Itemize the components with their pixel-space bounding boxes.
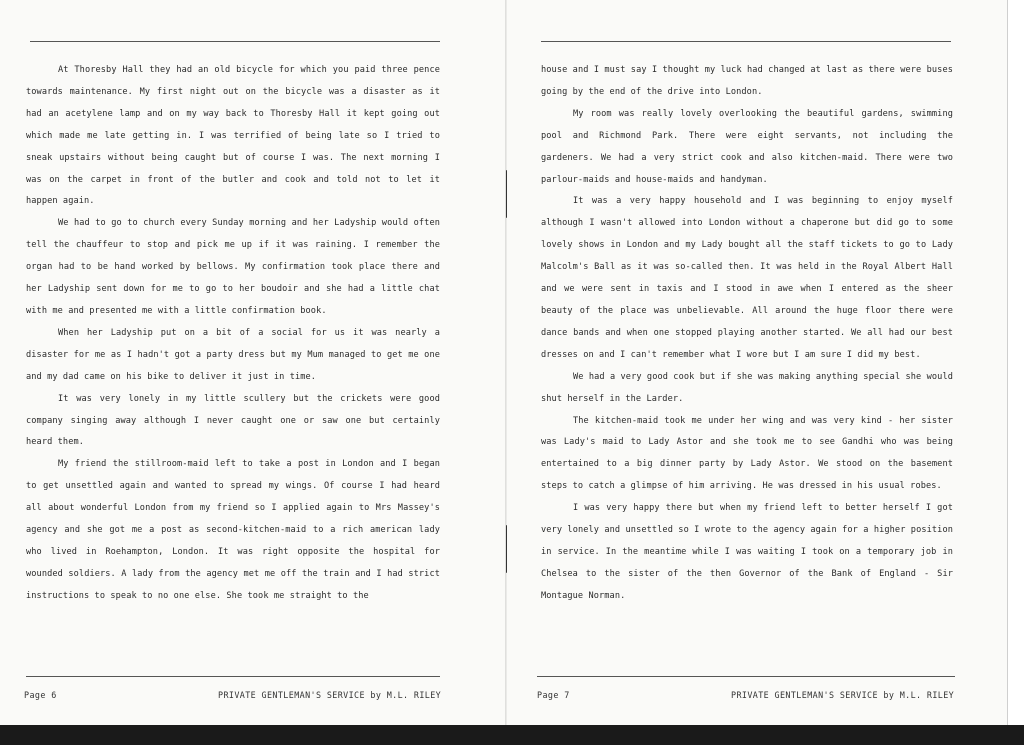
paragraph: My friend the stillroom-maid left to take a post in London and I began to get unsettled again and wanted to spread my wings. Of course I had heard all about wonderful London from my friend so I applied again to Mrs Massey's agency and she got me a post as second-kitchen-maid to a rich american lady who lived in Roehampton, London. It was right opposite the hospital for wounded soldiers. A lady from the agency met me off the train and I had strict instructions to speak to no one else. She took me straight to the xyxy=(26,459,440,601)
footer-rule xyxy=(537,676,955,677)
paragraph: My room was really lovely overlooking the beautiful gardens, swimming pool and Richmond Park. There were eight servants, not including the gardeners. We had a very strict cook and also kitchen-maid. There were two parlour-maids and house-maids and handyman. xyxy=(541,108,953,185)
footer-rule xyxy=(26,676,440,677)
running-footer-title: PRIVATE GENTLEMAN'S SERVICE by M.L. RILEY xyxy=(731,690,955,700)
running-footer-title: PRIVATE GENTLEMAN'S SERVICE by M.L. RILEY xyxy=(218,690,442,700)
paragraph: We had a very good cook but if she was making anything special she would shut herself in the Larder. xyxy=(541,371,953,404)
right-page-body xyxy=(541,60,953,608)
paragraph: The kitchen-maid took me under her wing and was very kind - her sister was Lady's maid to Lady Astor and she took me to see Gandhi who was being entertained to a big dinner party by Lady Astor. We stood on the basement steps to catch a glimpse of him arriving. He was dressed in his usual robes. xyxy=(541,415,953,492)
page-edge xyxy=(1007,0,1024,725)
paragraph: house and I must say I thought my luck had changed at last as there were buses going by the end of the drive into London. xyxy=(541,65,953,97)
header-rule xyxy=(30,41,440,42)
paragraph: When her Ladyship put on a bit of a social for us it was nearly a disaster for me as I hadn't got a party dress but my Mum managed to get me one and my dad came on his bike to deliver it just in time. xyxy=(26,327,440,382)
header-rule xyxy=(541,41,951,42)
left-page xyxy=(0,0,506,725)
page-number: Page 6 xyxy=(24,690,57,700)
right-page xyxy=(507,0,1007,725)
paragraph: I was very happy there but when my friend left to better herself I got very lonely and unsettled so I wrote to the agency again for a higher position in service. In the meantime while I was waiting I took on a temporary job in Chelsea to the sister of the then Governor of the Bank of England - Sir Montague Norman. xyxy=(541,503,953,601)
scan-bottom-border xyxy=(0,725,1024,745)
paragraph: We had to go to church every Sunday morning and her Ladyship would often tell the chauffeur to stop and pick me up if it was raining. I remember the organ had to be hand worked by bellows. My confirmation took place there and her Ladyship sent down for me to go to her boudoir and she had a little chat with me and presented me with a little confirmation book. xyxy=(26,218,440,316)
left-page-body xyxy=(26,60,440,608)
paragraph: It was a very happy household and I was beginning to enjoy myself although I wasn't allowed into London without a chaperone but did go to some lovely shows in London and my Lady bought all the staff tickets to go to Lady Malcolm's Ball as it was so-called then. It was held in the Royal Albert Hall and we were sent in taxis and I stood in awe when I entered as the sheer beauty of the place was unbelievable. All around the huge floor there were dance bands and when one stopped playing another started. We all had our best dresses on and I can't remember what I wore but I am sure I did my best. xyxy=(541,196,953,360)
paragraph: It was very lonely in my little scullery but the crickets were good company singing away although I never caught one or saw one but certainly heard them. xyxy=(26,393,440,448)
page-number: Page 7 xyxy=(537,690,570,700)
paragraph: At Thoresby Hall they had an old bicycle for which you paid three pence towards maintenance. My first night out on the bicycle was a disaster as it had an acetylene lamp and on my way back to Thoresby Hall it kept going out which made me late getting in. I was terrified of being late so I tried to sneak upstairs without being caught but of course I was. The next morning I was on the carpet in front of the butler and cook and told not to let it happen again. xyxy=(26,65,440,207)
